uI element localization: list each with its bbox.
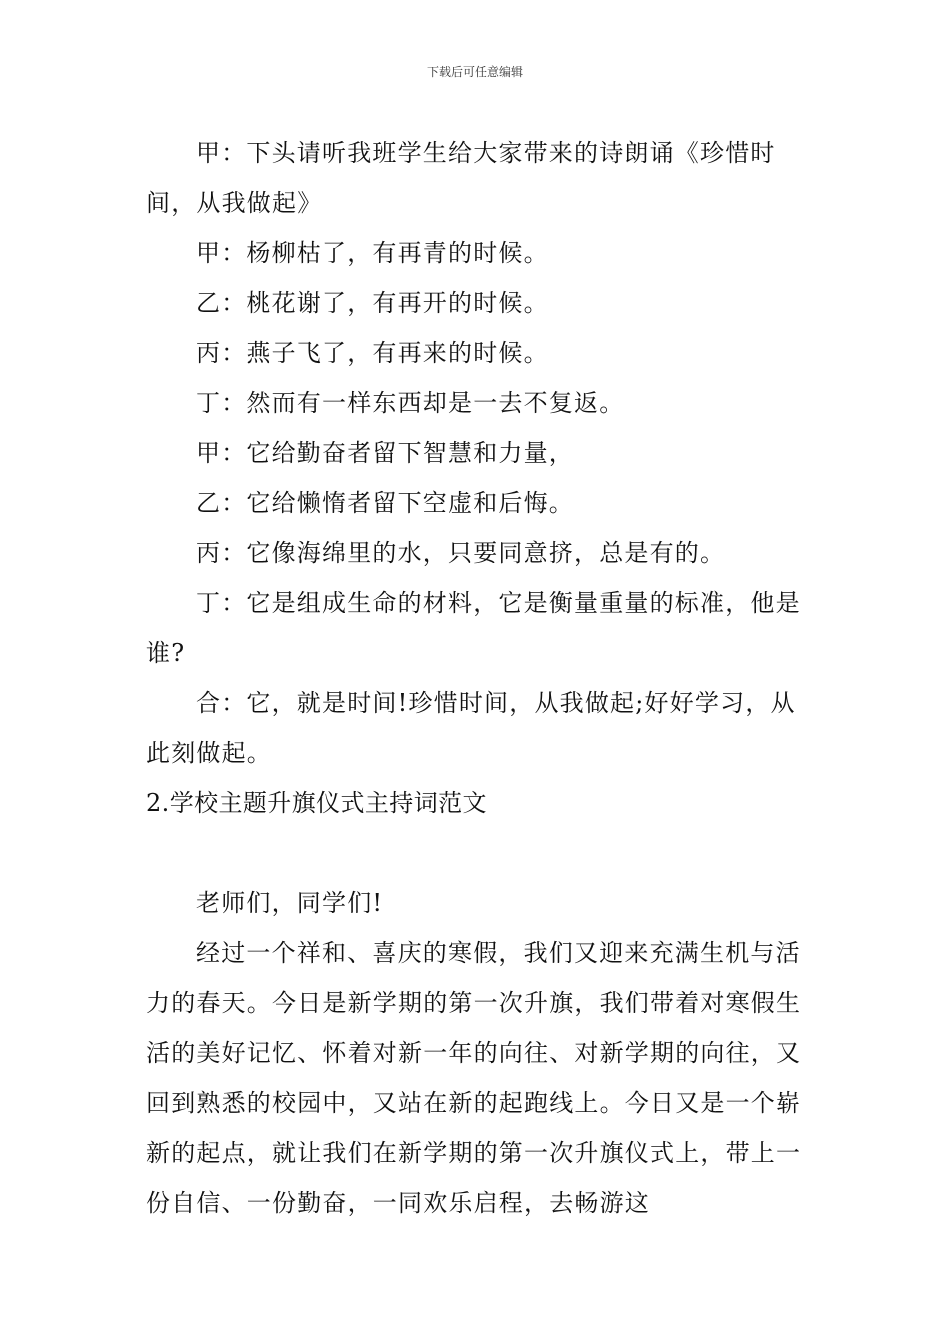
- dialogue-line: 丙：它像海绵里的水，只要同意挤，总是有的。: [196, 539, 726, 567]
- page-header-note: 下载后可任意编辑: [426, 65, 523, 79]
- greeting-line: 老师们，同学们!: [196, 889, 384, 917]
- blank-line: [146, 828, 810, 878]
- dialogue-line: 甲：它给勤奋者留下智慧和力量，: [196, 439, 574, 467]
- body-paragraph: 经过一个祥和、喜庆的寒假，我们又迎来充满生机与活力的春天。今日是新学期的第一次升旗，我们带着对寒假生活的美好记忆、怀着对新一年的向往、对新学期的向往，又回到熟悉的校园中，又站在新的起跑线上。今日又是一个崭新的起点，就让我们在新学期的第一次升旗仪式上，带上一份自信、一份勤奋，一同欢乐启程，去畅游这: [146, 939, 802, 1217]
- dialogue-line: 丙：燕子飞了，有再来的时候。: [196, 339, 549, 367]
- dialogue-line: 合：它，就是时间!珍惜时间，从我做起;好好学习，从此刻做起。: [146, 689, 796, 767]
- section-heading: 2.学校主题升旗仪式主持词范文: [146, 789, 487, 817]
- dialogue-line: 乙：桃花谢了，有再开的时候。: [196, 289, 549, 317]
- dialogue-line: 乙：它给懒惰者留下空虚和后悔。: [196, 489, 574, 517]
- dialogue-line: 丁：然而有一样东西却是一去不复返。: [196, 389, 625, 417]
- dialogue-line: 甲：下头请听我班学生给大家带来的诗朗诵《珍惜时间，从我做起》: [146, 139, 776, 217]
- document-body: [146, 128, 810, 1228]
- dialogue-line: 甲：杨柳枯了，有再青的时候。: [196, 239, 549, 267]
- dialogue-line: 丁：它是组成生命的材料，它是衡量重量的标准，他是谁?: [146, 589, 801, 667]
